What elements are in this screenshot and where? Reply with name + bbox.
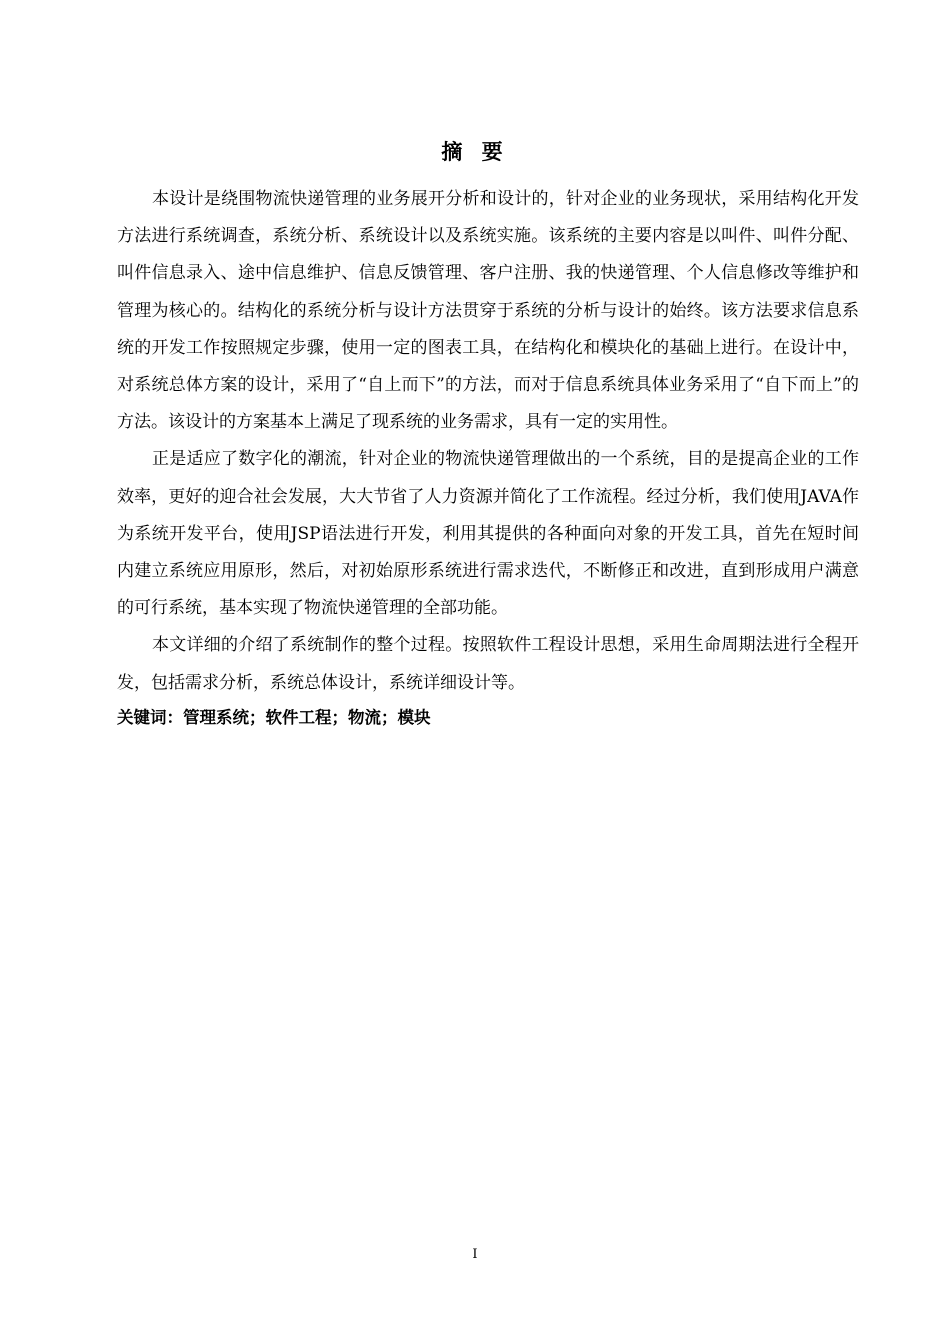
abstract-paragraph-1: 本设计是绕围物流快递管理的业务展开分析和设计的，针对企业的业务现状，采用结构化开发方法进行系统调查，系统分析、系统设计以及系统实施。该系统的主要内容是以叫件、叫件分配、叫件信息录入、途中信息维护、信息反馈管理、客户注册、我的快递管理、个人信息修改等维护和管理为核心的。结构化的系统分析与设计方法贯穿于系统的分析与设计的始终。该方法要求信息系统的开发工作按照规定步骤，使用一定的图表工具，在结构化和模块化的基础上进行。在设计中，对系统总体方案的设计，采用了“自上而下”的方法，而对于信息系统具体业务采用了“自下而上”的方法。该设计的方案基本上满足了现系统的业务需求，具有一定的实用性。 [117, 189, 859, 433]
abstract-paragraph-2: 正是适应了数字化的潮流，针对企业的物流快递管理做出的一个系统，目的是提高企业的工作效率，更好的迎合社会发展，大大节省了人力资源并简化了工作流程。经过分析，我们使用JAVA作为系统开发平台，使用JSP语法进行开发，利用其提供的各种面向对象的开发工具，首先在短时间内建立系统应用原形，然后，对初始原形系统进行需求迭代，不断修正和改进，直到形成用户满意的可行系统，基本实现了物流快递管理的全部功能。 [117, 449, 859, 619]
abstract-title: 摘 要 [441, 140, 509, 164]
abstract-body [117, 181, 859, 734]
page-number: I [472, 1247, 478, 1262]
keywords-line: 关键词：管理系统；软件工程；物流；模块 [117, 707, 431, 727]
abstract-paragraph-3: 本文详细的介绍了系统制作的整个过程。按照软件工程设计思想，采用生命周期法进行全程开发，包括需求分析，系统总体设计，系统详细设计等。 [117, 635, 859, 693]
